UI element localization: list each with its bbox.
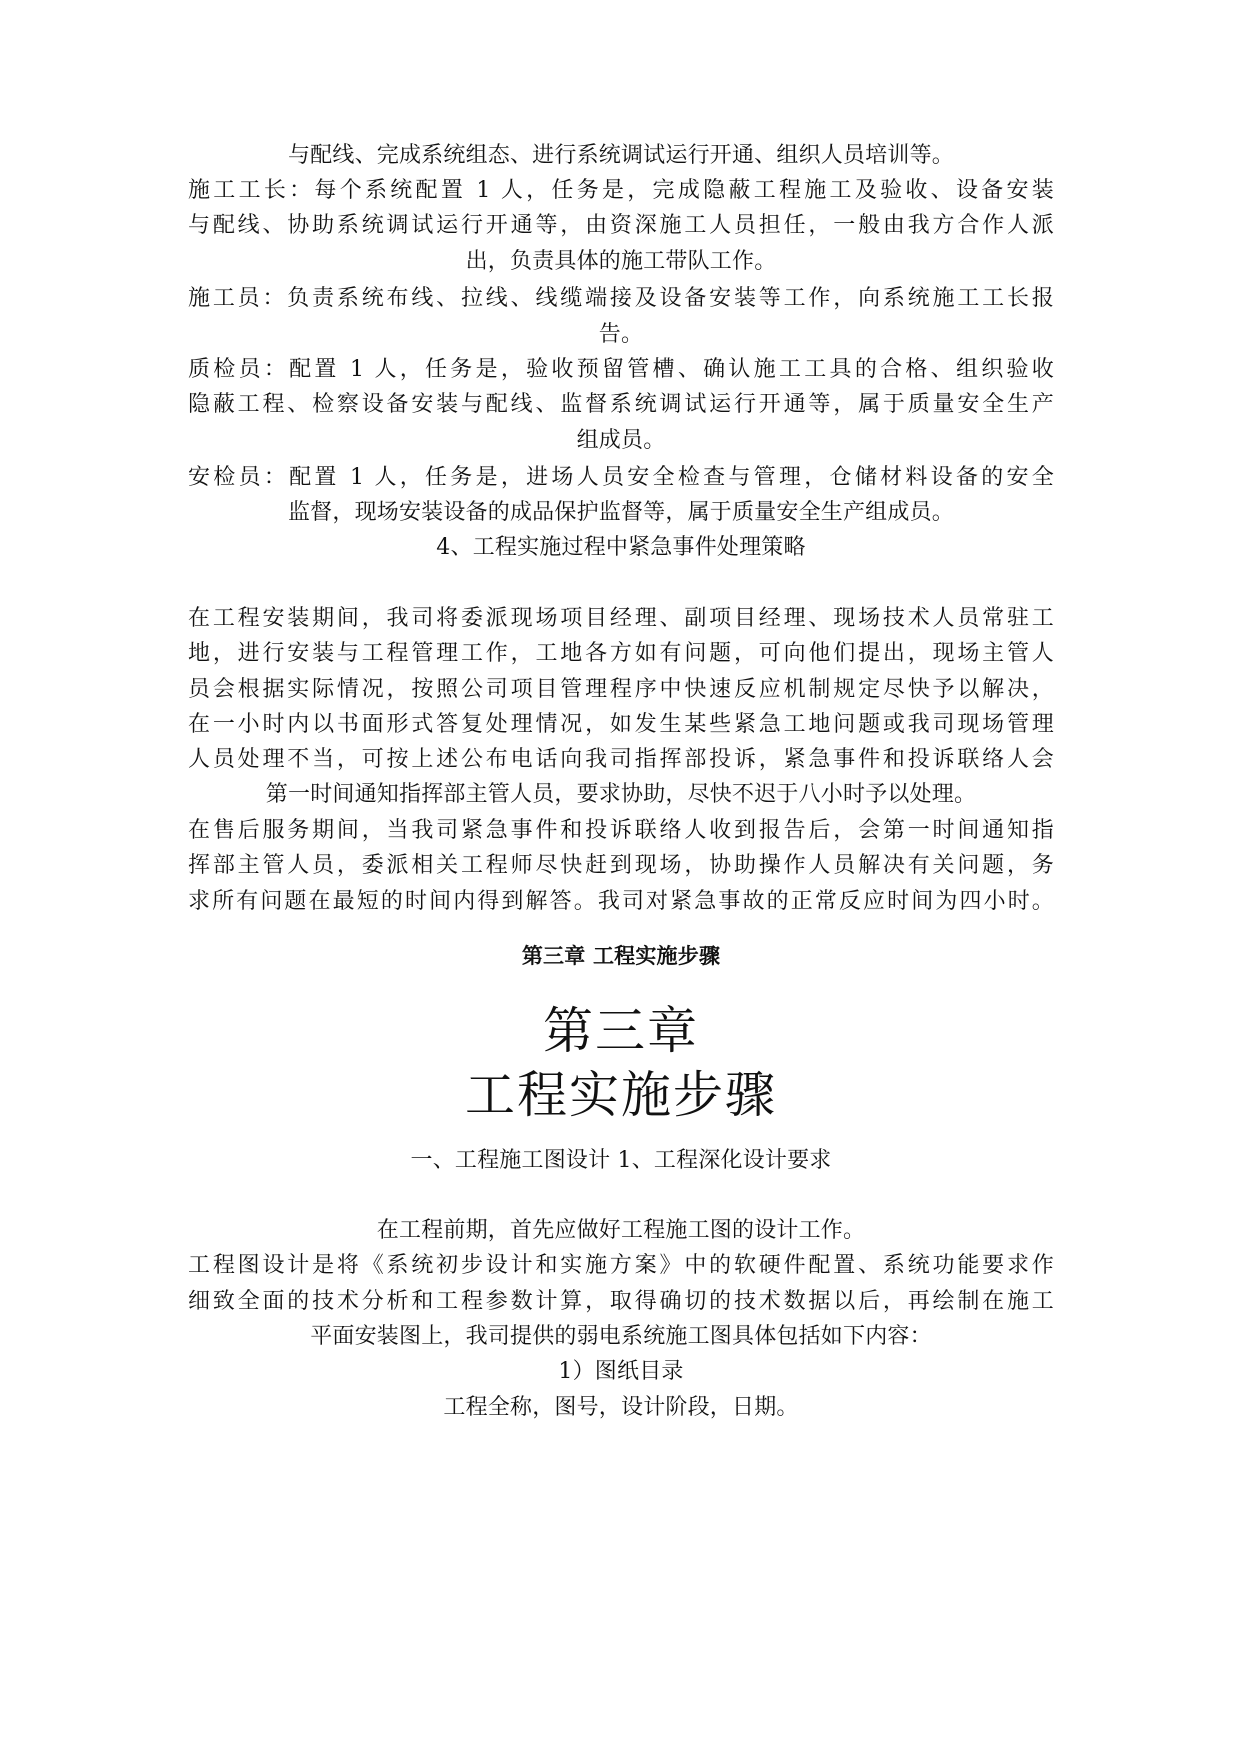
chapter-big-title-line-1: 第三章 [543, 1002, 699, 1060]
text-line: 第一时间通知指挥部主管人员，要求协助，尽快不迟于八小时予以处理。 [265, 782, 977, 807]
text-line: 施工员：负责系统布线、拉线、线缆端接及设备安装等工作，向系统施工工长报 [188, 286, 1054, 311]
text-line: 在工程安装期间，我司将委派现场项目经理、副项目经理、现场技术人员常驻工 [188, 606, 1054, 631]
text-line: 隐蔽工程、检察设备安装与配线、监督系统调试运行开通等，属于质量安全生产 [188, 392, 1054, 417]
text-line: 组成员。 [576, 428, 666, 453]
text-line: 与配线、完成系统组态、进行系统调试运行开通、组织人员培训等。 [287, 143, 954, 168]
text-line: 工程图设计是将《系统初步设计和实施方案》中的软硬件配置、系统功能要求作 [188, 1253, 1054, 1278]
text-line: 员会根据实际情况，按照公司项目管理程序中快速反应机制规定尽快予以解决， [188, 677, 1054, 702]
text-line: 监督，现场安装设备的成品保护监督等，属于质量安全生产组成员。 [287, 500, 954, 525]
section-heading: 一、工程施工图设计 1、工程深化设计要求 [410, 1148, 832, 1173]
text-line: 求所有问题在最短的时间内得到解答。我司对紧急事故的正常反应时间为四小时。 [188, 889, 1054, 914]
text-line: 地，进行安装与工程管理工作，工地各方如有问题，可向他们提出，现场主管人 [188, 641, 1054, 666]
text-line: 告。 [598, 322, 644, 347]
text-line: 安检员：配置 1 人，任务是，进场人员安全检查与管理，仓储材料设备的安全 [188, 465, 1054, 490]
text-line: 人员处理不当，可按上述公布电话向我司指挥部投诉，紧急事件和投诉联络人会 [188, 747, 1054, 772]
section-heading: 4、工程实施过程中紧急事件处理策略 [436, 535, 806, 560]
text-line: 质检员：配置 1 人，任务是，验收预留管槽、确认施工工具的合格、组织验收 [188, 357, 1054, 382]
chapter-big-title-line-2: 工程实施步骤 [465, 1066, 777, 1124]
list-heading: 1）图纸目录 [558, 1359, 684, 1384]
text-line: 平面安装图上，我司提供的弱电系统施工图具体包括如下内容： [310, 1324, 932, 1349]
chapter-heading: 第三章 工程实施步骤 [521, 944, 721, 968]
text-line: 施工工长：每个系统配置 1 人，任务是，完成隐蔽工程施工及验收、设备安装 [188, 178, 1054, 203]
text-line: 在一小时内以书面形式答复处理情况，如发生某些紧急工地问题或我司现场管理 [188, 712, 1054, 737]
text-line: 出，负责具体的施工带队工作。 [465, 249, 777, 274]
text-line: 工程全称，图号，设计阶段，日期。 [443, 1395, 799, 1420]
text-line: 挥部主管人员，委派相关工程师尽快赶到现场，协助操作人员解决有关问题，务 [188, 853, 1054, 878]
text-line: 细致全面的技术分析和工程参数计算，取得确切的技术数据以后，再绘制在施工 [188, 1289, 1054, 1314]
text-line: 在工程前期，首先应做好工程施工图的设计工作。 [376, 1218, 866, 1243]
text-line: 与配线、协助系统调试运行开通等，由资深施工人员担任，一般由我方合作人派 [188, 213, 1054, 238]
text-line: 在售后服务期间，当我司紧急事件和投诉联络人收到报告后，会第一时间通知指 [188, 818, 1054, 843]
